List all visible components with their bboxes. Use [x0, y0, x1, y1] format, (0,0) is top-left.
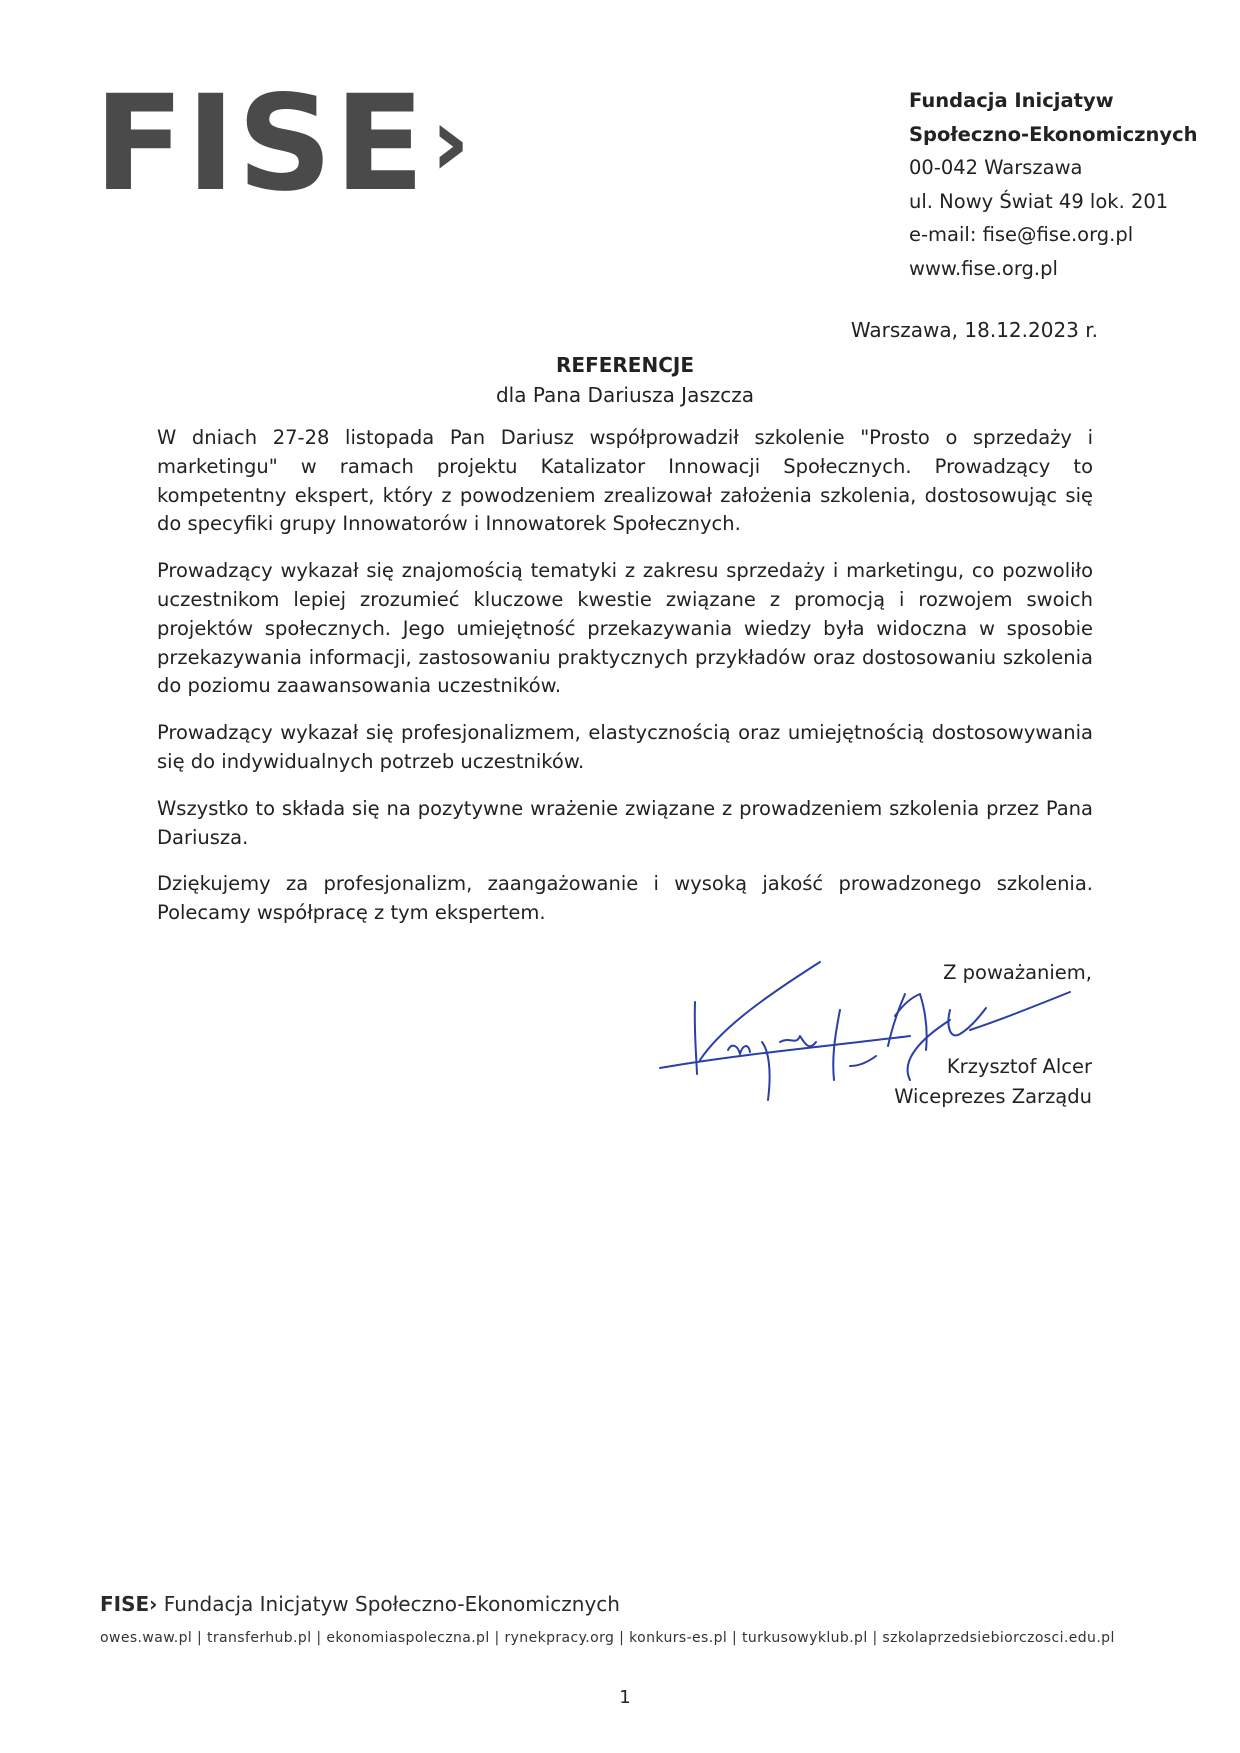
closing-regards: Z poważaniem, [943, 961, 1092, 984]
paragraph-5: Dziękujemy za profesjonalizm, zaangażowanie i wysoką jakość prowadzonego szkolenia. Polecamy współpracę z tym ekspertem. [157, 872, 1093, 925]
paragraph-3: Prowadzący wykazał się profesjonalizmem, elastycznością oraz umiejętnością dostosowywania się do indywidualnych potrzeb uczestników. [157, 721, 1093, 773]
title-heading: REFERENCJE [556, 353, 694, 377]
letter-title [0, 350, 1240, 410]
signer-role: Wiceprezes Zarządu [894, 1085, 1092, 1108]
page-number: 1 [619, 1687, 631, 1708]
logo-arrow-icon: › [430, 86, 473, 198]
signature-stroke [700, 962, 820, 1060]
org-email: e-mail: fise@fise.org.pl [909, 223, 1134, 247]
fise-logo [94, 67, 473, 221]
footer-org-full: Fundacja Inicjatyw Społeczno-Ekonomicznych [163, 1592, 620, 1616]
footer-links: owes.waw.pl | transferhub.pl | ekonomiaspoleczna.pl | rynekpracy.org | konkurs-es.pl | turkusowyklub.pl | szkolaprzedsiebiorczosci.edu.pl [100, 1630, 1115, 1646]
letter-date: Warszawa, 18.12.2023 r. [850, 318, 1098, 342]
org-street: ul. Nowy Świat 49 lok. 201 [909, 189, 1169, 213]
footer-brand: FISE› [100, 1592, 158, 1616]
paragraph-1: W dniach 27-28 listopada Pan Dariusz współprowadził szkolenie "Prosto o sprzedaży i marketingu" w ramach projektu Katalizator Innowacji Społecznych. Prowadzący to kompetentny ekspert, który z powodzeniem zrealizował założenia szkolenia, dostosowując się do specyfiki grupy Innowatorów i Innowatorek Społecznych. [157, 426, 1093, 536]
signature-stroke [970, 992, 1070, 1030]
paragraph-2: Prowadzący wykazał się znajomością tematyki z zakresu sprzedaży i marketingu, co pozwoliło uczestnikom lepiej zrozumieć kluczowe kwestie związane z promocją i rozwojem swoich projektów społecznych. Jego umiejętność przekazywania wiedzy była widoczna w sposobie przekazywania informacji, zastosowaniu praktycznych przykładów oraz dostosowaniu szkolenia do poziomu zaawansowania uczestników. [157, 559, 1093, 698]
signature-stroke [728, 1046, 750, 1054]
org-address-block [909, 84, 1198, 286]
footer-org [100, 1592, 620, 1616]
logo-text: FISE [94, 67, 427, 221]
signature-stroke [780, 1036, 816, 1046]
signature-stroke [850, 1056, 876, 1066]
signature-stroke [948, 1008, 986, 1035]
signature-stroke [762, 1042, 770, 1100]
org-name-line2: Społeczno-Ekonomicznych [909, 122, 1198, 146]
handwritten-signature [650, 950, 1110, 1120]
org-postal: 00-042 Warszawa [909, 156, 1083, 180]
letter-body [157, 424, 1093, 946]
signature-stroke [908, 1020, 950, 1080]
org-website: www.fise.org.pl [909, 256, 1058, 280]
title-subheading: dla Pana Dariusza Jaszcza [495, 383, 755, 407]
paragraph-4: Wszystko to składa się na pozytywne wrażenie związane z prowadzeniem szkolenia przez Pana Dariusza. [157, 796, 1093, 849]
signer-name: Krzysztof Alcer [946, 1055, 1092, 1078]
org-name-line1: Fundacja Inicjatyw [909, 89, 1114, 112]
